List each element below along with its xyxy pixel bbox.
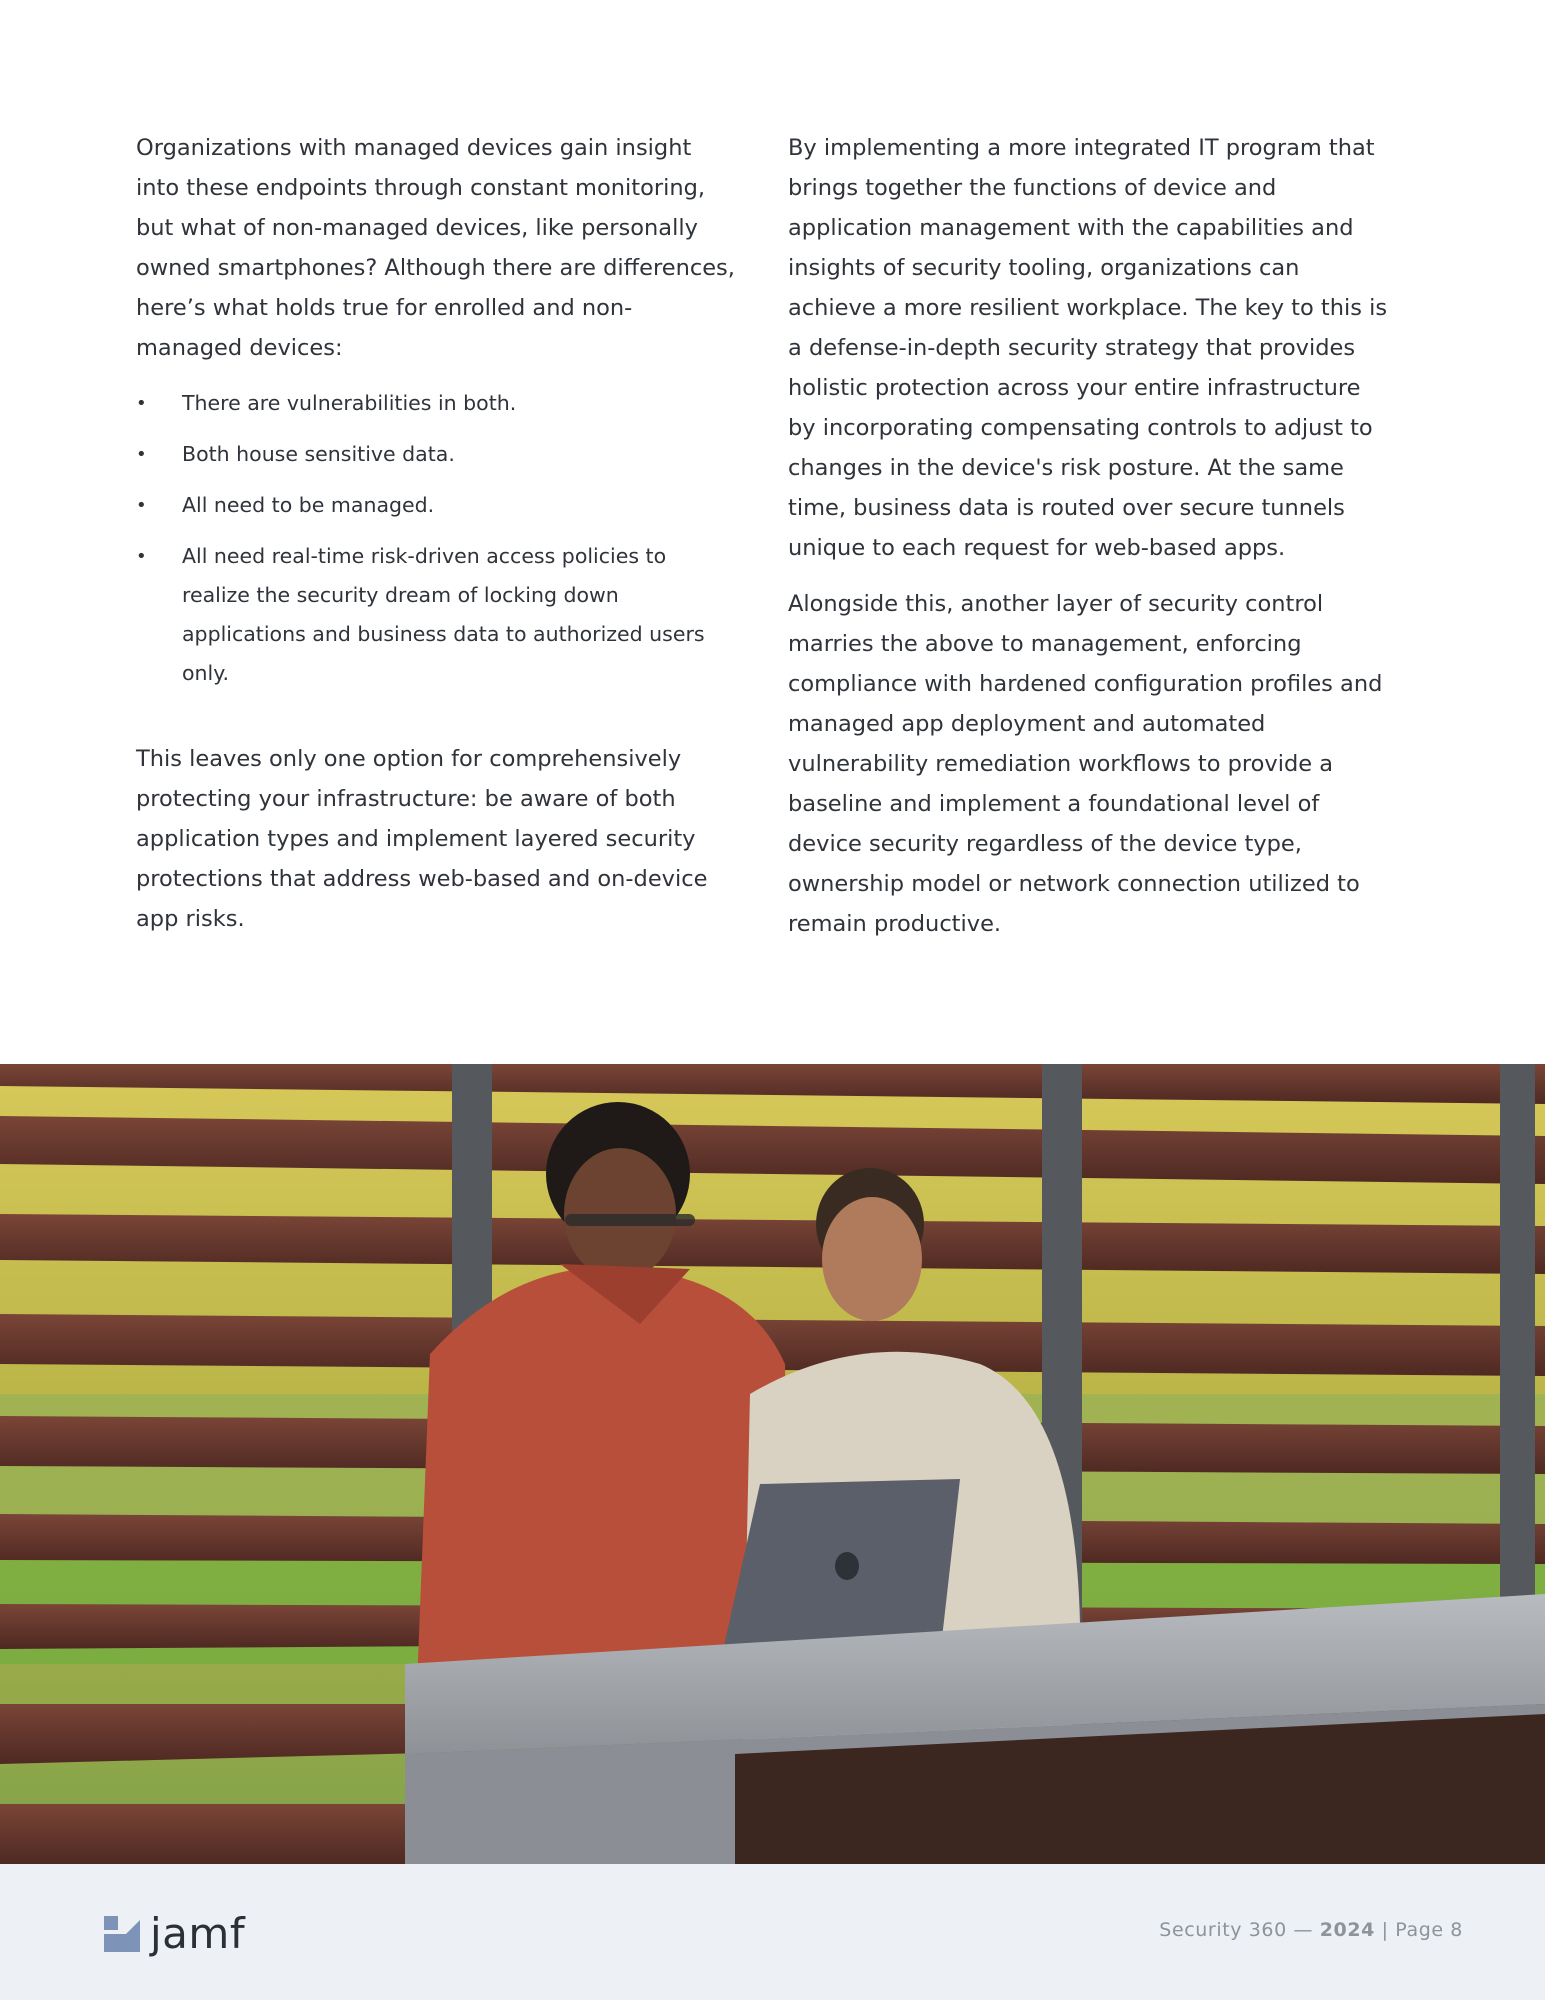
people-with-laptop-photo [0,1064,1545,1864]
right-column [788,128,1388,960]
document-title: Security 360 — [1159,1919,1314,1941]
bullet-item: • There are vulnerabilities in both. [136,384,736,423]
logo-text: jamf [150,1909,246,1958]
security-layer-paragraph: Alongside this, another layer of security control marries the above to management, enforcing compliance with hardened configuration profiles and managed app deployment and automated vulnerability remediation workflows to provide a baseline and implement a foundational level of device security regardless of the device type, ownership model or network connection utilized to remain productive. [788,591,1383,937]
bullet-item: • All need to be managed. [136,486,736,525]
page-number: | Page 8 [1381,1919,1463,1941]
bullet-item: • Both house sensitive data. [136,435,736,474]
page-footer [0,1864,1545,2000]
jamf-logo [104,1910,245,1958]
left-column [136,128,736,960]
document-year: 2024 [1319,1919,1375,1941]
article-columns [136,128,1416,960]
jamf-logo-mark-icon [104,1916,140,1952]
conclusion-paragraph: This leaves only one option for comprehensively protecting your infrastructure: be aware of both application types and implement layered security protections that address web-based and on-device app risks. [136,746,708,932]
page-info [1159,1919,1463,1941]
bullet-list [136,384,736,693]
integrated-it-paragraph: By implementing a more integrated IT program that brings together the functions of device and application management with the capabilities and insights of security tooling, organizations can achieve a more resilient workplace. The key to this is a defense-in-depth security strategy that provides holistic protection across your entire infrastructure by incorporating compensating controls to adjust to changes in the device's risk posture. At the same time, business data is routed over secure tunnels unique to each request for web-based apps. [788,135,1388,561]
intro-paragraph: Organizations with managed devices gain insight into these endpoints through constant monitoring, but what of non-managed devices, like personally owned smartphones? Although there are differences, here’s what holds true for enrolled and non-managed devices: [136,135,735,361]
bullet-item: • All need real-time risk-driven access policies to realize the security dream of locking down applications and business data to authorized users only. [136,537,736,693]
